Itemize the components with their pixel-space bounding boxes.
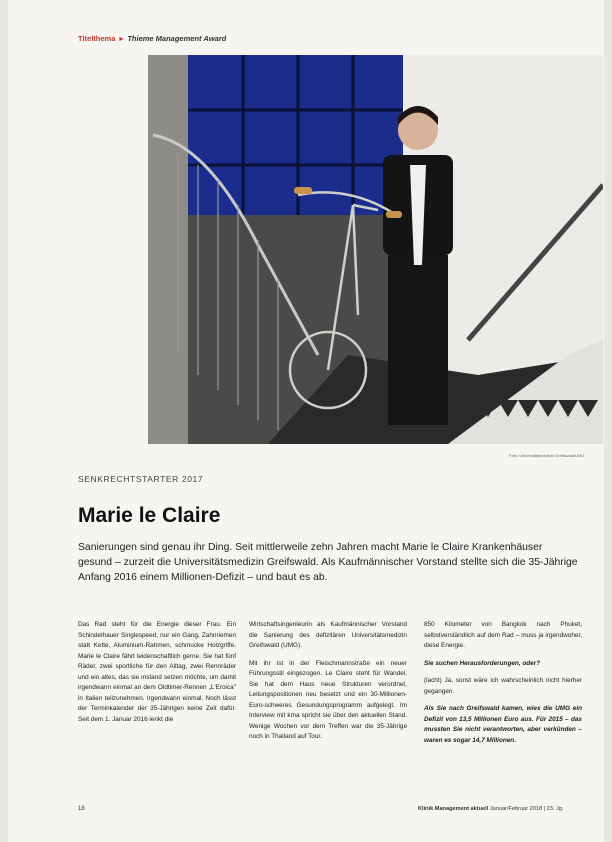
volume-label: 23. Jg. <box>546 806 564 812</box>
page-number: 18 <box>78 806 85 812</box>
article-photo <box>148 55 603 444</box>
interview-answer: (lacht) Ja, sonst wäre ich wahrscheinlich nicht hierher gegangen. <box>424 677 582 695</box>
interview-question: Als Sie nach Greifswald kamen, wies die UMG ein Defizit von 13,5 Millionen Euro aus. Für 2015 – das mussten Sie nicht verantworten, aber verkünden – waren es sogar 14,7 Millionen. <box>424 705 582 744</box>
paragraph: Mit ihr ist in der Fleischmannstraße ein neuer Führungsstil eingezogen. Le Claire steht für Wandel. Sie hat dem Haus neue Strukturen verordnet, Leitungspositionen neu besetzt und ein 30-Millionen-Euro-schweres Gesundungsprogramm aufgelegt. Im Interview mit kma spricht sie über den aktuellen Stand. Wenige Wochen vor dem Treffen war die 35-Jährige noch in Thailand auf Tour. <box>249 659 407 740</box>
photo-credit: Foto: Universitätsmedizin Greifswald/UMG <box>509 453 585 458</box>
photo-illustration <box>148 55 603 444</box>
issue-date: Januar/Februar 2018 <box>489 806 543 812</box>
article-title: Marie le Claire <box>78 504 221 527</box>
magazine-page <box>8 0 604 842</box>
section-header <box>78 34 226 43</box>
section-label: Titelthema <box>78 34 116 43</box>
interview-question: Sie suchen Herausforderungen, oder? <box>424 659 541 667</box>
magazine-name: Klinik Management aktuell <box>418 806 489 812</box>
arrow-icon: ▸ <box>119 34 124 43</box>
paragraph: 850 Kilometer von Bangkok nach Phuket, selbstverständlich auf dem Rad – muss ja irgendwoher, diese Energie. <box>424 621 582 649</box>
topic-label: Thieme Management Award <box>127 34 227 43</box>
paragraph: Das Rad steht für die Energie dieser Frau. Ein Schindelhauer Singlespeed, nur ein Gang, Zahnriemen statt Kette, Aluminium-Rahmen, schmucke Holzgriffe. Marie le Claire fährt leidenschaftlich gerne. Sie hat fünf Räder, zwei sportliche für den Alltag, zwei Rennräder und ein altes, das sie instand setzen möchte, um damit irgendwann einmal an dem Oldtimer-Rennen „L'Eroica" in Italien teilzunehmen. Irgendwann einmal. Noch lässt der Terminkalender der 35-Jährigen keine Zeit dafür. Seit dem 1. Januar 2016 lenkt die <box>78 621 236 723</box>
text-column-1 <box>78 620 236 732</box>
text-column-3 <box>424 620 582 753</box>
article-lead: Sanierungen sind genau ihr Ding. Seit mittlerweile zehn Jahren macht Marie le Claire Krankenhäuser gesund – zurzeit die Universitätsmedizin Greifswald. Als Kaufmännischer Vorstand stellte sich die 35-Jährige Anfang 2016 einem Millionen-Defizit – und baut es ab. <box>78 542 578 583</box>
article-kicker: SENKRECHTSTARTER 2017 <box>78 474 204 484</box>
text-column-2 <box>249 620 407 750</box>
footer-info: Klinik Management aktuell Januar/Februar 2018 | 23. Jg. <box>418 806 564 812</box>
paragraph: Wirtschaftsingenieurin als Kaufmännischer Vorstand die Sanierung des defizitären Universitätsmedizin Greifswald (UMG). <box>249 621 407 649</box>
